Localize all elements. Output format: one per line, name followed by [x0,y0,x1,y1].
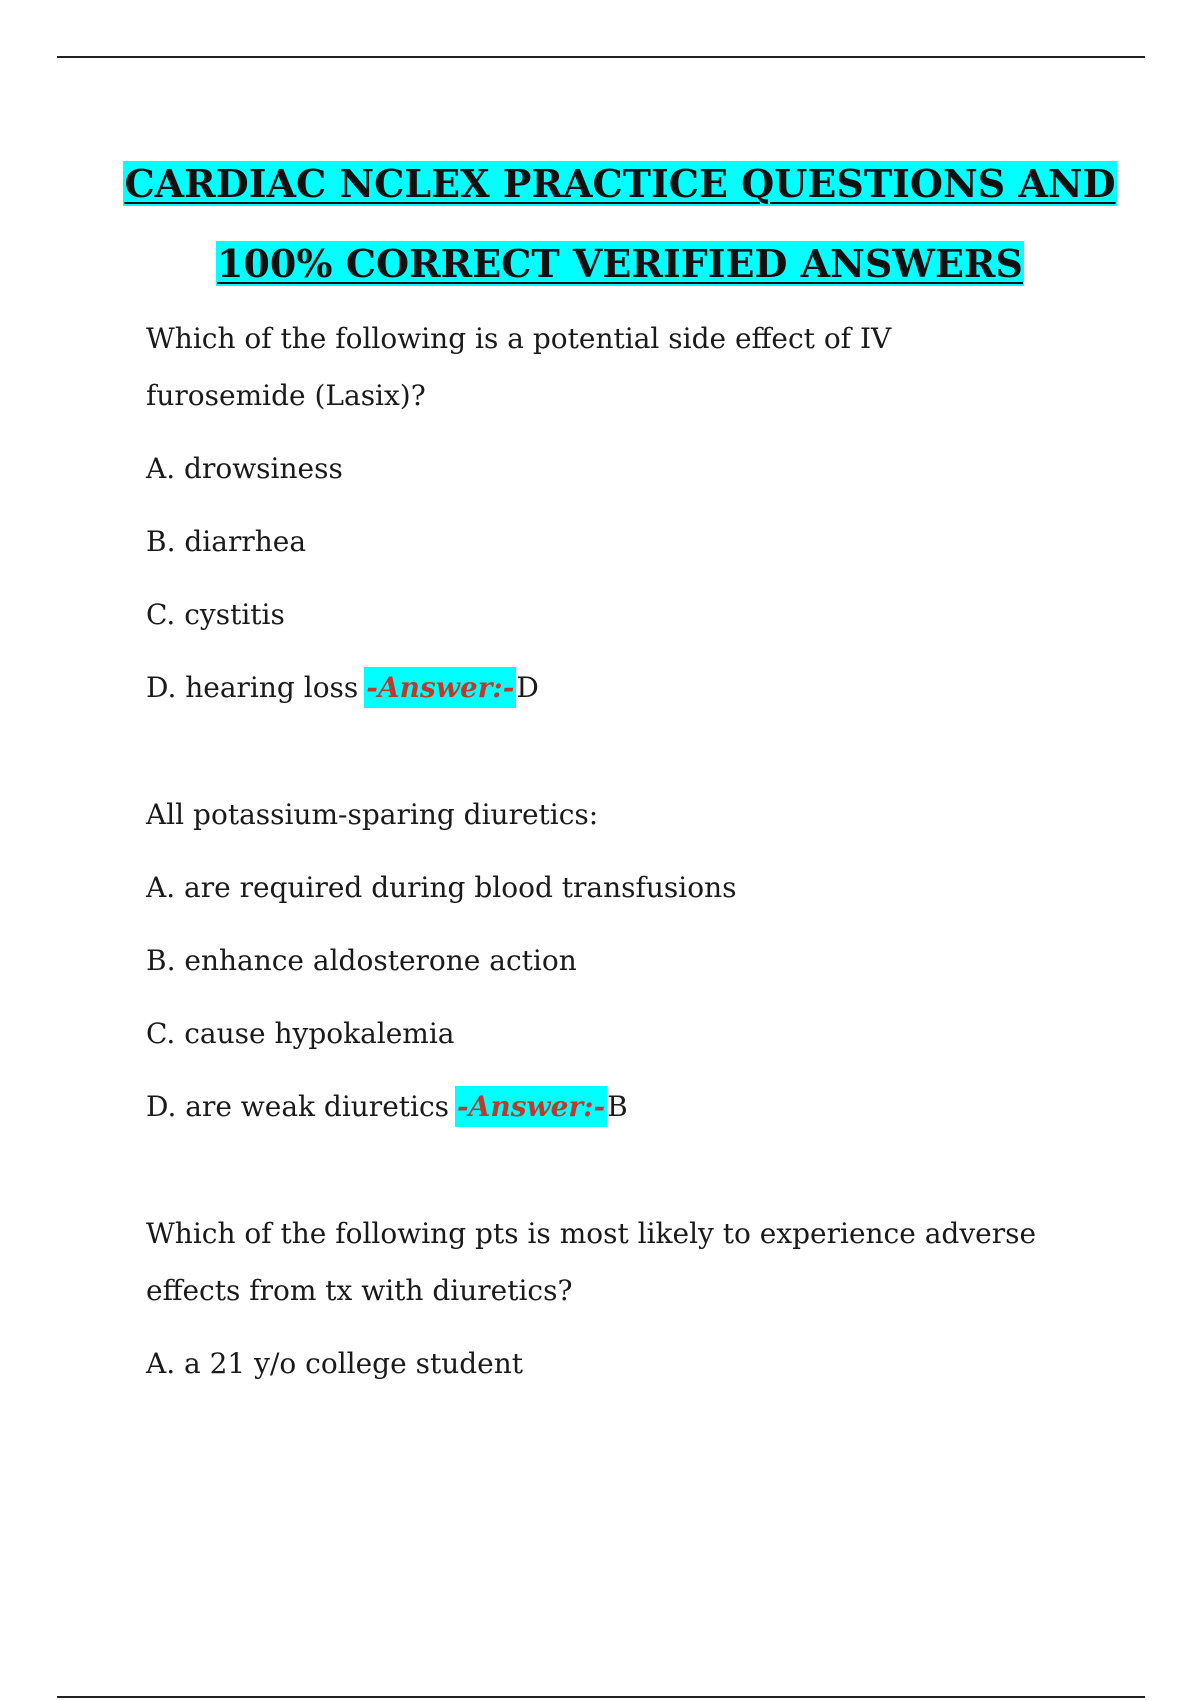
answer-option: B. diarrhea [146,525,307,558]
question-prompt: Which of the following pts is most likely to experience adverse effects from tx with diuretics? [146,1217,1037,1307]
title-line-1: CARDIAC NCLEX PRACTICE QUESTIONS AND [124,161,1116,206]
answer-option-text: D. are weak diuretics [146,1090,450,1123]
question-block [146,1205,1046,1392]
question-block [146,786,1046,1135]
page-title [0,144,1200,304]
question-block [146,310,1046,716]
answer-option: A. are required during blood transfusions [146,871,737,904]
question-prompt: All potassium-sparing diuretics: [146,798,599,831]
answer-option: B. enhance aldosterone action [146,944,577,977]
question-prompt: Which of the following is a potential side effect of IV furosemide (Lasix)? [146,322,892,412]
answer-option: A. a 21 y/o college student [146,1347,524,1380]
answer-option-with-key [146,1078,1046,1135]
answer-option-text: D. hearing loss [146,671,359,704]
answer-label: -Answer:- [455,1086,607,1127]
answer-option: C. cystitis [146,598,285,631]
answer-value: B [607,1090,628,1123]
answer-option: A. drowsiness [146,452,343,485]
answer-option-with-key [146,659,1046,716]
answer-value: D [516,671,539,704]
answer-label: -Answer:- [364,667,516,708]
answer-option: C. cause hypokalemia [146,1017,455,1050]
footer-rule [57,1696,1145,1698]
header-rule [57,56,1145,58]
title-line-2: 100% CORRECT VERIFIED ANSWERS [217,241,1023,286]
question-list [146,310,1046,1462]
